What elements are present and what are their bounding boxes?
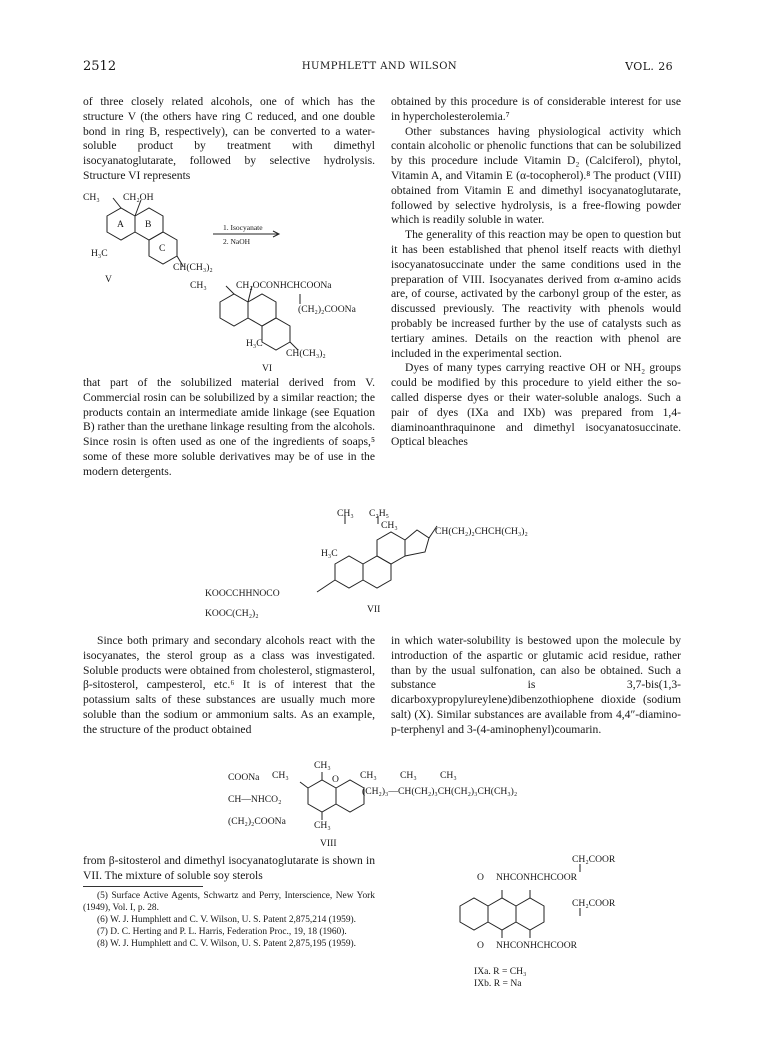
urea-top-label: NHCONHCHCOOR — [496, 872, 578, 883]
urea-bottom-label: NHCONHCHCOOR — [496, 940, 578, 951]
ch3-right-label: CH₃ — [360, 770, 377, 781]
ch3-top-label: CH₃ — [337, 508, 354, 519]
ch2oh-label: CH₂OH — [123, 192, 154, 203]
footnote: (5) Surface Active Agents, Schwartz and Perry, Interscience, New York (1949), Vol. I, p. 28. — [83, 891, 375, 913]
ester-bottom-label: KOOC(CH₂)₂ — [205, 608, 259, 619]
structure-v — [83, 186, 383, 286]
left-column-text-2 — [83, 376, 375, 480]
ch3-b-label: CH₃ — [400, 770, 417, 781]
c2h5-label: C₂H₅ — [369, 508, 390, 519]
structure-label: V — [105, 274, 112, 285]
structure-viii — [228, 760, 678, 855]
oxygen-bottom-label: O — [477, 940, 484, 951]
structure-label: VII — [367, 604, 381, 615]
paragraph: Since both primary and secondary alcohols react with the isocyanates, the sterol group as a class was investigated. Soluble products were obtained from cholesterol, stigmasterol, β-sitosterol, campesterol, etc.⁶ It is of interest that the potassium salts of these substances are usually much more soluble than the sodium or ammonium salts. As an example, the structure of the product obtained — [83, 634, 375, 736]
right-column-text-1 — [391, 95, 681, 450]
ch2coor-top-label: CH₂COOR — [572, 854, 616, 865]
structure-vii-drawing — [205, 508, 605, 628]
paragraph: from β-sitosterol and dimethyl isocyanatoglutarate is shown in VII. The mixture of soluble soy sterols — [83, 854, 375, 882]
left-column-text-3 — [83, 634, 375, 738]
oxygen-label: O — [332, 774, 339, 785]
ch3-c-label: CH₃ — [440, 770, 457, 781]
ch3-label: CH₃ — [190, 280, 207, 291]
ch3-top-label: CH₃ — [314, 760, 331, 771]
running-title: HUMPHLETT AND WILSON — [301, 61, 458, 72]
reaction-step-1: 1. Isocyanate — [223, 223, 263, 232]
left-column-text-1 — [83, 95, 375, 184]
side-chain-label: CH(CH₂)₂CHCH(CH₃)₂ — [435, 526, 528, 537]
ring-c-label: C — [159, 243, 166, 254]
structure-vi — [190, 280, 390, 375]
chain-label: (CH₂)₃—CH(CH₂)₃CH(CH₂)₃CH(CH₃)₂ — [362, 786, 518, 797]
branch-label: (CH₂)₂COONa — [298, 304, 356, 315]
legend-ixb: IXb. R = Na — [474, 978, 522, 989]
page-number: 2512 — [83, 59, 117, 74]
ring-b-label: B — [145, 219, 152, 230]
oxygen-top-label: O — [477, 872, 484, 883]
structure-ix — [460, 854, 690, 1004]
footnote: (7) D. C. Herting and P. L. Harris, Federation Proc., 19, 18 (1960). — [97, 927, 347, 937]
reaction-step-2: 2. NaOH — [223, 237, 251, 246]
structure-label: VI — [262, 363, 273, 374]
ch3-bottom-label: CH₃ — [314, 820, 331, 831]
footnote-rule — [83, 886, 203, 887]
ch2coor-mid-label: CH₂COOR — [572, 898, 616, 909]
paragraph: of three closely related alcohols, one of which has the structure V (the others have ring C reduced, and one double bond in ring B, respectively), can be converted to a water-soluble product by treatment with dimethyl isocyanatoglutarate, followed by selective hydrolysis. Structure VI represents — [83, 95, 375, 182]
nhco-label: CH—NHCO₂ — [228, 794, 282, 805]
ch3-ring-label: CH₃ — [381, 520, 398, 531]
left-column-text-4 — [83, 854, 375, 884]
h3c-label: H₃C — [91, 248, 108, 259]
h3c-label: H₃C — [246, 338, 263, 349]
paragraph: obtained by this procedure is of considerable interest for use in hypercholesterolemia.⁷ — [391, 95, 681, 123]
chain-label: CH₂OCONHCHCOONa — [236, 280, 332, 291]
footnotes — [83, 890, 375, 950]
volume-label: VOL. 26 — [625, 60, 673, 73]
structure-label: VIII — [320, 838, 337, 849]
paragraph: The generality of this reaction may be open to question but it has been established that phenol itself reacts with diethyl isocyanatosuccinate under the same conditions used in the preparation of VIII. Isocyanates derived from α-amino acids are, of course, activated by the carbonyl group of the ester, as discussed previously. The reactivity with phenols would probably be increased further by the use of catalysts such as tertiary amines. Details on the reaction with phenol are included in the experimental section. — [391, 228, 681, 360]
h3c-label: H₃C — [321, 548, 338, 559]
paragraph: Dyes of many types carrying reactive OH or NH₂ groups could be modified by this procedure to yield either the so-called disperse dyes or their water-soluble analogs. Such a pair of dyes (IXa and IXb) was prepared from 1,4-diaminoanthraquinone and dimethyl isocyanatosuccinate. Optical bleaches — [391, 361, 681, 449]
footnote: (6) W. J. Humphlett and C. V. Wilson, U. S. Patent 2,875,214 (1959). — [97, 915, 356, 925]
coona-label: COONa — [228, 772, 260, 783]
ester-top-label: KOOCCHHNOCO — [205, 588, 280, 599]
isopropyl-label: CH(CH₃)₂ — [173, 262, 213, 273]
ring-a-label: A — [117, 219, 124, 230]
ch2coona-label: (CH₂)₂COONa — [228, 816, 286, 827]
footnote: (8) W. J. Humphlett and C. V. Wilson, U. S. Patent 2,875,195 (1959). — [97, 939, 356, 949]
paragraph: Other substances having physiological activity which contain alcoholic or phenolic functions that can be solubilized by this procedure include Vitamin D₂ (Calciferol), phytol, Vitamin A, and Vitamin E (α-tocopherol).⁸ The product (VIII) obtained from Vitamin E and dimethyl isocyanatoglutarate, followed by selective hydrolysis, is a free-flowing powder which is readily soluble in water. — [391, 124, 681, 227]
legend-ixa: IXa. R = CH₃ — [474, 966, 527, 977]
right-column-text-2 — [391, 634, 681, 738]
ch3-ring-label: CH₃ — [272, 770, 289, 781]
ch3-label: CH₃ — [83, 192, 100, 203]
structure-vii — [205, 508, 605, 628]
paragraph: in which water-solubility is bestowed upon the molecule by introduction of the aspartic or glutamic acid residue, rather than by the usual sulfonation, can also be obtained. Such a substance is 3,7-bis(1,3-dicarboxypropylureylene)dibenzothiophene dioxide (sodium salt) (X). Similar substances are available from 4,4″-diamino-p-terphenyl and 3-(4-aminophenyl)coumarin. — [391, 634, 681, 736]
isopropyl-label: CH(CH₃)₂ — [286, 348, 326, 359]
paragraph: that part of the solubilized material derived from V. Commercial rosin can be solubilized by a similar reaction; the products contain an intermediate amide linkage (see Equation B) rather than the urethane linkage resulting from the alcohols. Since rosin is often used as one of the ingredients of soaps,⁵ some of these more soluble derivatives may be of use in the modern detergents. — [83, 376, 375, 478]
structure-vi-drawing — [190, 280, 390, 375]
